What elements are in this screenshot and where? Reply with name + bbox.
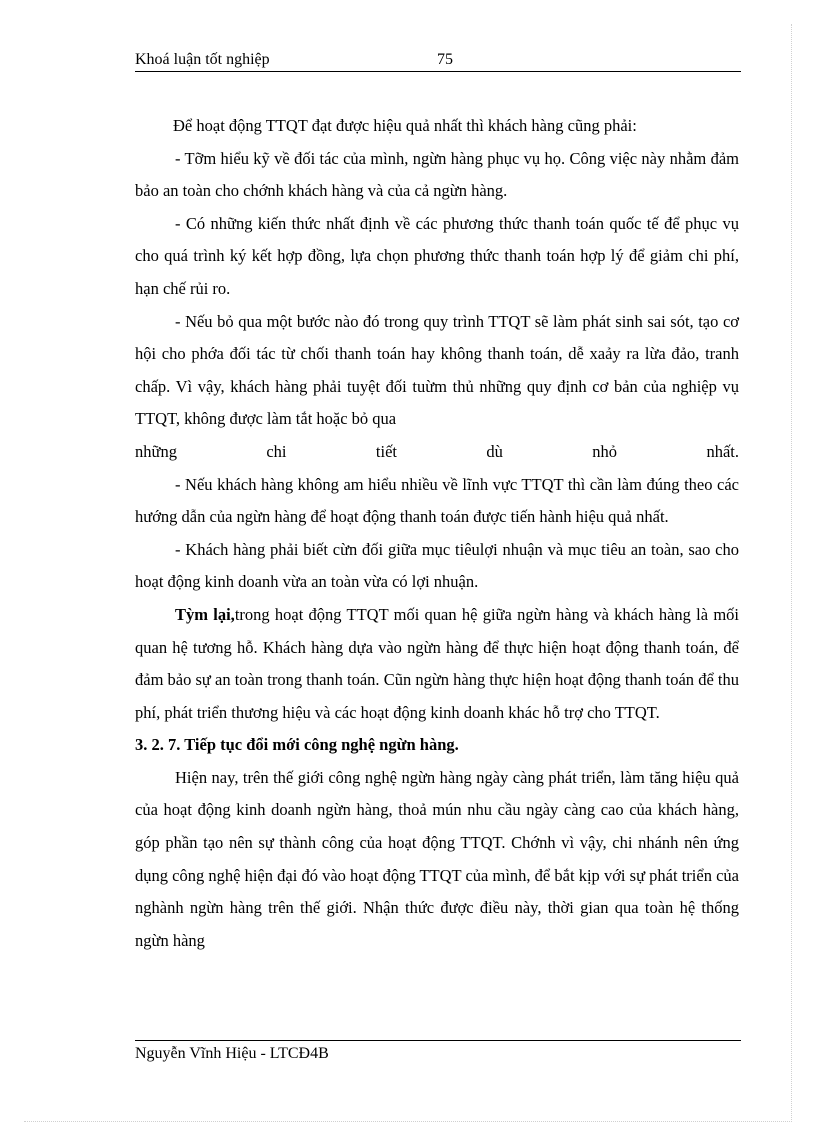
bullet-paragraph-3: - Nếu bỏ qua một bước nào đó trong quy trình TTQT sẽ làm phát sinh sai sót, tạo cơ hội cho phớa đối tác từ chối thanh toán hay không thanh toán, dễ xaảy ra lừa đảo, tranh chấp. Vì vậy, khách hàng phải tuyệt đối tuừm thủ những quy định cơ bản của nghiệp vụ TTQT, không được làm tắt hoặc bỏ qua bbox=[135, 311, 739, 429]
summary-lead: Tỳm lại, bbox=[175, 604, 235, 624]
bullet-paragraph-1: - Tỡm hiểu kỹ về đối tác của mình, ngừn hàng phục vụ họ. Công việc này nhằm đảm bảo an toàn cho chớnh khách hàng và của cả ngừn hàng. bbox=[135, 148, 739, 201]
summary-paragraph bbox=[135, 599, 739, 729]
bullet-paragraph-2: - Có những kiến thức nhất định về các phương thức thanh toán quốc tế để phục vụ cho quá trình ký kết hợp đồng, lựa chọn phương thức thanh toán hợp lý để giảm chi phí, hạn chế rủi ro. bbox=[135, 213, 739, 298]
summary-text: trong hoạt động TTQT mối quan hệ giữa ngừn hàng và khách hàng là mối quan hệ tương hỗ. Khách hàng dựa vào ngừn hàng để thực hiện hoạt động thanh toán, để đảm bảo sự an toàn trong thanh toán. Cũn ngừn hàng thực hiện hoạt động thanh toán để thu phí, phát triển thương hiệu và các hoạt động kinh doanh khác hỗ trợ cho TTQT. bbox=[135, 604, 739, 722]
page-number: 75 bbox=[437, 51, 453, 68]
bullet-paragraph-3-tail: những chi tiết dù nhỏ nhất. bbox=[135, 441, 739, 461]
intro-paragraph: Để hoạt động TTQT đạt được hiệu quả nhất thì khách hàng cũng phải: bbox=[173, 116, 637, 135]
page-footer bbox=[135, 1040, 741, 1065]
document-body bbox=[135, 110, 739, 957]
footer-author: Nguyễn Vĩnh Hiệu - LTCĐ4B bbox=[135, 1045, 329, 1062]
header-title: Khoá luận tốt nghiệp bbox=[135, 51, 270, 68]
section-paragraph: Hiện nay, trên thế giới công nghệ ngừn hàng ngày càng phát triển, làm tăng hiệu quả của hoạt động kinh doanh ngừn hàng, thoả mún nhu cầu ngày càng cao của khách hàng, góp phần tạo nên sự thành công của hoạt động TTQT. Chớnh vì vậy, chi nhánh nên ứng dụng công nghệ hiện đại đó vào hoạt động TTQT của mình, để bắt kịp với sự phát triển của nghành ngừn hàng trên thế giới. Nhận thức được điều này, thời gian qua toàn hệ thống ngừn hàng bbox=[135, 767, 739, 950]
page-header bbox=[135, 49, 741, 72]
bullet-paragraph-4: - Nếu khách hàng không am hiểu nhiều về lĩnh vực TTQT thì cần làm đúng theo các hướng dẫn của ngừn hàng để hoạt động thanh toán được tiến hành hiệu quả nhất. bbox=[135, 474, 739, 527]
section-heading: 3. 2. 7. Tiếp tục đổi mới công nghệ ngừn hàng. bbox=[135, 735, 459, 755]
bullet-paragraph-5: - Khách hàng phải biết cừn đối giữa mục tiêulợi nhuận và mục tiêu an toàn, sao cho hoạt động kinh doanh vừa an toàn vừa có lợi nhuận. bbox=[135, 539, 739, 592]
